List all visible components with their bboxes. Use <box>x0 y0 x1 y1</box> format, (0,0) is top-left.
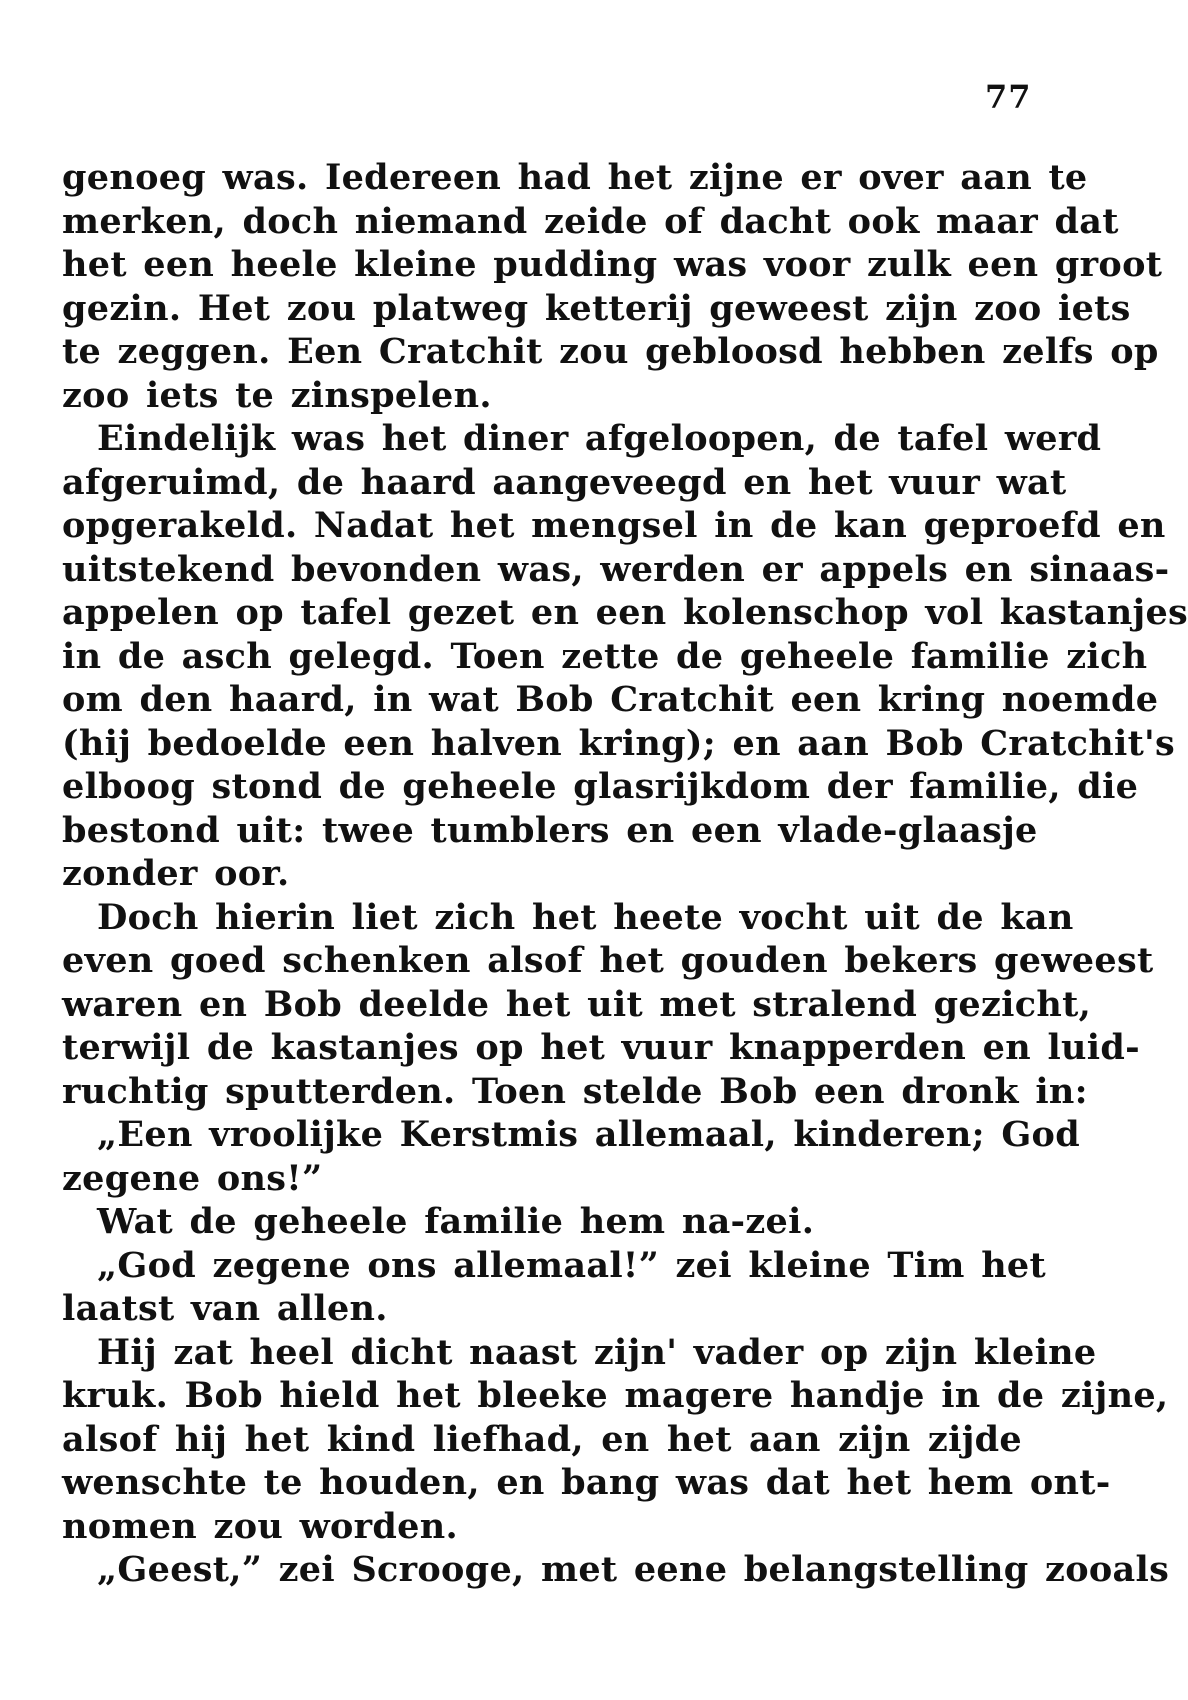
text-line: afgeruimd, de haard aangeveegd en het vuur wat <box>62 461 1067 503</box>
text-line: „God zegene ons allemaal!” zei kleine Tim het <box>97 1244 1046 1286</box>
text-line: te zeggen. Een Cratchit zou gebloosd hebben zelfs op <box>62 331 1159 372</box>
text-line: nomen zou worden. <box>62 1505 458 1547</box>
text-line: waren en Bob deelde het uit met stralend gezicht, <box>62 983 1092 1025</box>
text-line: uitstekend bevonden was, werden er appels en sinaas- <box>62 548 1170 590</box>
text-line: Hij zat heel dicht naast zijn' vader op zijn kleine <box>97 1331 1097 1373</box>
text-line: in de asch gelegd. Toen zette de geheele familie zich <box>62 635 1148 677</box>
text-line: het een heele kleine pudding was voor zulk een groot <box>62 244 1163 285</box>
text-line: elboog stond de geheele glasrijkdom der familie, die <box>62 766 1139 807</box>
text-line: „Een vroolijke Kerstmis allemaal, kinderen; God <box>97 1114 1080 1155</box>
text-line: Doch hierin liet zich het heete vocht uit de kan <box>97 896 1074 938</box>
text-line: Wat de geheele familie hem na-zei. <box>97 1201 815 1242</box>
text-line: merken, doch niemand zeide of dacht ook maar dat <box>62 200 1119 242</box>
text-line: alsof hij het kind liefhad, en het aan zijn zijde <box>62 1418 1022 1460</box>
text-line: zoo iets te zinspelen. <box>62 374 492 416</box>
text-line: kruk. Bob hield het bleeke magere handje in de zijne, <box>62 1375 1169 1416</box>
text-line: Eindelijk was het diner afgeloopen, de tafel werd <box>97 418 1102 459</box>
text-line: ruchtig sputterden. Toen stelde Bob een dronk in: <box>62 1070 1088 1112</box>
text-line: even goed schenken alsof het gouden bekers geweest <box>62 940 1154 981</box>
text-line: bestond uit: twee tumblers en een vlade-glaasje <box>62 809 1038 851</box>
body-text <box>62 156 1188 1592</box>
text-line: terwijl de kastanjes op het vuur knapperden en luid- <box>62 1027 1140 1068</box>
text-line: laatst van allen. <box>62 1288 388 1329</box>
text-line: zegene ons!” <box>62 1157 323 1199</box>
page-number: 77 <box>985 78 1032 116</box>
text-line: (hij bedoelde een halven kring); en aan Bob Cratchit's <box>62 722 1176 764</box>
text-line: om den haard, in wat Bob Cratchit een kring noemde <box>62 679 1159 720</box>
text-line: opgerakeld. Nadat het mengsel in de kan geproefd en <box>62 505 1166 546</box>
text-line: zonder oor. <box>62 853 290 894</box>
text-line: genoeg was. Iedereen had het zijne er over aan te <box>62 157 1088 198</box>
text-line: „Geest,” zei Scrooge, met eene belangstelling zooals <box>97 1549 1170 1590</box>
text-line: appelen op tafel gezet en een kolenschop vol kastanjes <box>62 592 1188 633</box>
text-line: wenschte te houden, en bang was dat het hem ont- <box>62 1462 1111 1503</box>
text-line: gezin. Het zou platweg ketterij geweest zijn zoo iets <box>62 287 1131 329</box>
